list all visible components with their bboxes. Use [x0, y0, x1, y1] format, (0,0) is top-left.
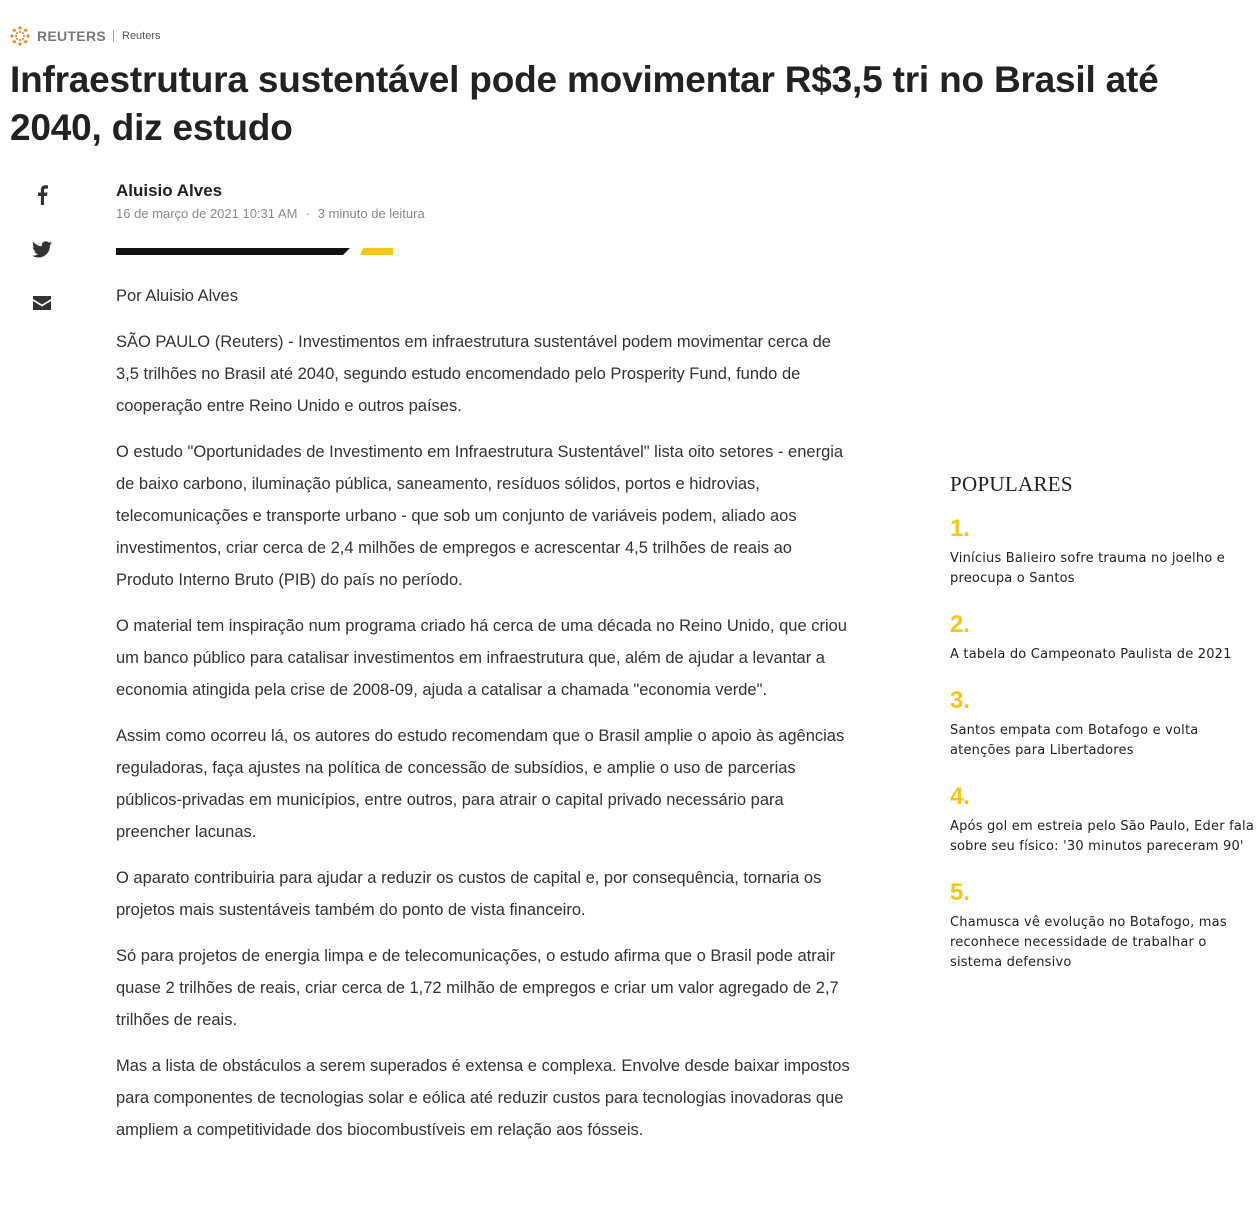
share-facebook-button[interactable]: [28, 181, 56, 209]
popular-item[interactable]: [950, 515, 1254, 589]
article-paragraph: Mas a lista de obstáculos a serem superados é extensa e complexa. Envolve desde baixar impostos para componentes de tecnologias solar e eólica até reduzir custos para tecnologias inovadoras que ampliem a competitividade dos biocombustíveis em relação aos fósseis.: [116, 1057, 850, 1139]
article-meta: [116, 206, 425, 221]
article-paragraph: Só para projetos de energia limpa e de telecomunicações, o estudo afirma que o Brasil pode atrair quase 2 trilhões de reais, criar cerca de 1,72 milhão de empregos e criar um valor agregado de 2,7 trilhões de reais.: [116, 947, 839, 1029]
popular-rank: 1.: [950, 515, 971, 542]
popular-link[interactable]: Chamusca vê evolução no Botafogo, mas reconhece necessidade de trabalhar o sistema defensivo: [950, 915, 1227, 970]
article-paragraph: SÃO PAULO (Reuters) - Investimentos em infraestrutura sustentável podem movimentar cerca de 3,5 trilhões no Brasil até 2040, segundo estudo encomendado pelo Prosperity Fund, fundo de cooperação entre Reino Unido e outros países.: [116, 333, 831, 415]
brand-sub-label: Reuters: [122, 30, 161, 42]
popular-link[interactable]: Vinícius Balieiro sofre trauma no joelho e preocupa o Santos: [950, 551, 1225, 586]
popular-rank: 4.: [950, 783, 971, 810]
article-paragraph: O material tem inspiração num programa criado há cerca de uma década no Reino Unido, que criou um banco público para catalisar investimentos em infraestrutura que, além de ajudar a levantar a economia atingida pela crise de 2008-09, ajuda a catalisar a chamada "economia verde".: [116, 617, 847, 699]
reuters-logo-icon: [9, 25, 31, 47]
popular-item[interactable]: [950, 879, 1254, 973]
popular-item[interactable]: [950, 783, 1254, 857]
byline-divider-yellow: [360, 248, 393, 255]
facebook-icon: [36, 185, 48, 205]
article-paragraph: O aparato contribuiria para ajudar a reduzir os custos de capital e, por consequência, tornaria os projetos mais sustentáveis também do ponto de vista financeiro.: [116, 869, 822, 919]
email-icon: [33, 296, 51, 310]
article-paragraph: O estudo "Oportunidades de Investimento em Infraestrutura Sustentável" lista oito setores - energia de baixo carbono, iluminação pública, saneamento, resíduos sólidos, portos e hidrovias, telecomunicações e transporte urbano - que sob um conjunto de variáveis podem, aliado aos investimentos, criar cerca de 2,4 milhões de empregos e acrescentar 4,5 trilhões de reais ao Produto Interno Bruto (PIB) do país no período.: [116, 443, 844, 589]
brand-divider: [113, 30, 114, 42]
byline-divider-black: [116, 248, 350, 255]
popular-rank: 5.: [950, 879, 971, 906]
popular-link[interactable]: A tabela do Campeonato Paulista de 2021: [950, 647, 1232, 662]
popular-sidebar: [950, 472, 1254, 995]
publish-date: 16 de março de 2021 10:31 AM: [116, 206, 298, 221]
share-twitter-button[interactable]: [28, 235, 56, 263]
brand-name: REUTERS: [37, 28, 106, 44]
read-time: 3 minuto de leitura: [317, 206, 425, 221]
meta-separator: ·: [305, 206, 310, 221]
brand-header[interactable]: [9, 26, 161, 46]
popular-link[interactable]: Santos empata com Botafogo e volta atenções para Libertadores: [950, 723, 1199, 758]
share-email-button[interactable]: [28, 289, 56, 317]
popular-rank: 2.: [950, 611, 971, 638]
author-name[interactable]: Aluisio Alves: [116, 181, 223, 200]
popular-rank: 3.: [950, 687, 971, 714]
article-paragraph: Assim como ocorreu lá, os autores do estudo recomendam que o Brasil amplie o apoio às agências reguladoras, faça ajustes na política de concessão de subsídios, e amplie o uso de parcerias públicos-privadas em municípios, entre outros, para atrair o capital privado necessário para preencher lacunas.: [116, 727, 845, 841]
popular-item[interactable]: [950, 611, 1254, 665]
twitter-icon: [32, 241, 52, 258]
article-headline: Infraestrutura sustentável pode movimentar R$3,5 tri no Brasil até 2040, diz estudo: [10, 59, 1159, 148]
popular-title: POPULARES: [950, 472, 1073, 496]
article-paragraph: Por Aluisio Alves: [116, 287, 238, 305]
article-body: [116, 280, 851, 1160]
popular-item[interactable]: [950, 687, 1254, 761]
popular-link[interactable]: Após gol em estreia pelo São Paulo, Eder fala sobre seu físico: '30 minutos pareceram 90': [950, 819, 1254, 854]
